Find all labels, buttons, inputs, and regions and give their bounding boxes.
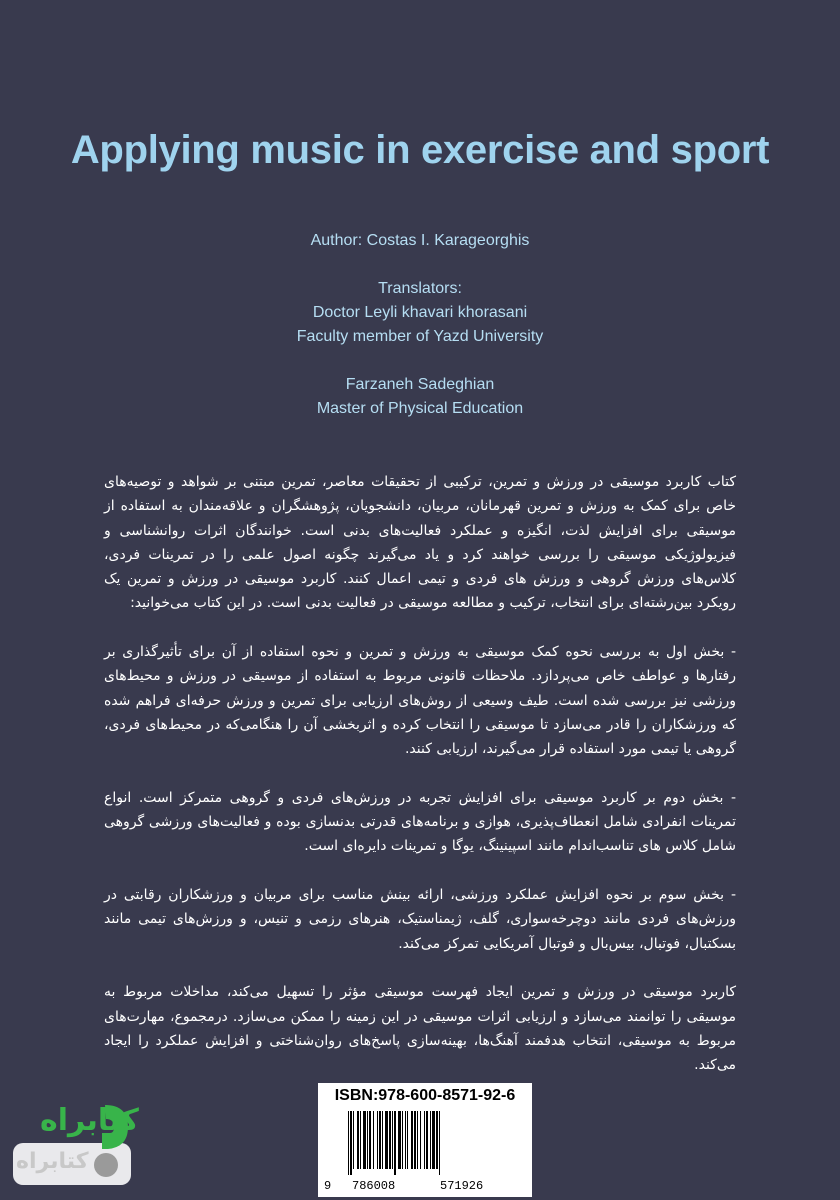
barcode-image [326,1111,524,1177]
credits-block [0,229,840,421]
translator1-role: Faculty member of Yazd University [296,328,544,345]
isbn-label: ISBN:978-600-8571-92-6 [334,1087,516,1104]
isbn-barcode-box [318,1083,532,1197]
barcode-right-digits: 571926 [440,1179,484,1193]
author-line: Author: Costas I. Karageorghis [310,232,530,249]
translator2-name: Farzaneh Sadeghian [345,376,495,393]
description-paragraph-summary: کاربرد موسیقی در ورزش و تمرین ایجاد فهرست موسیقی مؤثر را تسهیل می‌کند، مداخلات مربوط به موسیقی را توانمند می‌سازد و ارزیابی اثرات موسیقی در این زمینه را ممکن می‌سازد. درمجموع، مهارت‌های مربوط به موسیقی، انتخاب هدفمند آهنگ‌ها، بهینه‌سازی پاسخ‌های روان‌شناختی و افزایش عملکرد را ایجاد می‌کند. [104,984,736,1074]
translator2-role: Master of Physical Education [316,400,524,417]
book-description [104,470,736,1102]
translators-heading: Translators: [378,280,462,297]
book-title: Applying music in exercise and sport [70,128,770,172]
description-paragraph-part3: - بخش سوم بر نحوه افزایش عملکرد ورزشی، ارائه بینش مناسب برای مربیان و ورزشکاران رقابتی در ورزش‌های فردی مانند دوچرخه‌سواری، گلف، ژیمناستیک، هنرهای رزمی و تنیس، و ورزش‌های تیمی مانند بسکتبال، فوتبال، بیس‌بال و فوتبال آمریکایی تمرکز می‌کند. [104,887,736,952]
description-paragraph-part2: - بخش دوم بر کاربرد موسیقی برای افزایش تجربه در ورزش‌های فردی و گروهی متمرکز است. انواع تمرینات انفرادی شامل انعطاف‌پذیری، هوازی و برنامه‌های قدرتی بدنسازی بوده و فعالیت‌های ورزشی گروهی شامل کلاس های تناسب‌اندام مانند اسپینینگ، یوگا و تمرینات دایره‌ای است. [104,789,736,855]
barcode-left-digits: 786008 [352,1179,396,1193]
logo-wordmark: کتابراه [40,1103,139,1138]
ketabrah-logo [10,1093,139,1188]
description-paragraph-intro: کتاب کاربرد موسیقی در ورزش و تمرین، ترکیبی از تحقیقات معاصر، تمرین مبتنی بر شواهد و توصیه‌های خاص برای کمک به ورزش و تمرین قهرمانان، مربیان، دانشجویان، پژوهشگران و علاقه‌مندان به استفاده از موسیقی برای افزایش لذت، انگیزه و عملکرد فعالیت‌های بدنی است. خوانندگان اثرات روانشناسی و فیزیولوژیکی موسیقی را بررسی خواهند کرد و یاد می‌گیرند چگونه اصول علمی را در تمرینات فردی، کلاس‌های ورزش گروهی و ورزش های فردی و تیمی اعمال کنند. کاربرد موسیقی در ورزش و تمرین یک رویکرد بین‌رشته‌ای برای انتخاب، ترکیب و مطالعه موسیقی در فعالیت بدنی است. در این کتاب می‌خوانید: [104,474,736,612]
logo-wordmark-small: کتابراه [16,1149,89,1174]
barcode-lead-digit: 9 [324,1179,332,1193]
translator1-name: Doctor Leyli khavari khorasani [312,304,528,321]
description-paragraph-part1: - بخش اول به بررسی نحوه کمک موسیقی به ورزش و تمرین و نحوه استفاده از آن برای تأثیرگذاری بر رفتارها و عواطف خاص می‌پردازد. ملاحظات قانونی مربوط به استفاده از موسیقی در ورزش و محیط‌های ورزشی نیز بررسی شده است. طیف وسیعی از روش‌های ارزیابی برای تمرین و ورزش حرفه‌ای فراهم شده که ورزشکاران را قادر می‌سازد تا موسیقی را انتخاب کرده و اثربخشی آن را هنگامی‌که در محیط‌های فردی، گروهی یا تیمی مورد استفاده قرار می‌گیرند، ارزیابی کنند. [104,644,736,758]
